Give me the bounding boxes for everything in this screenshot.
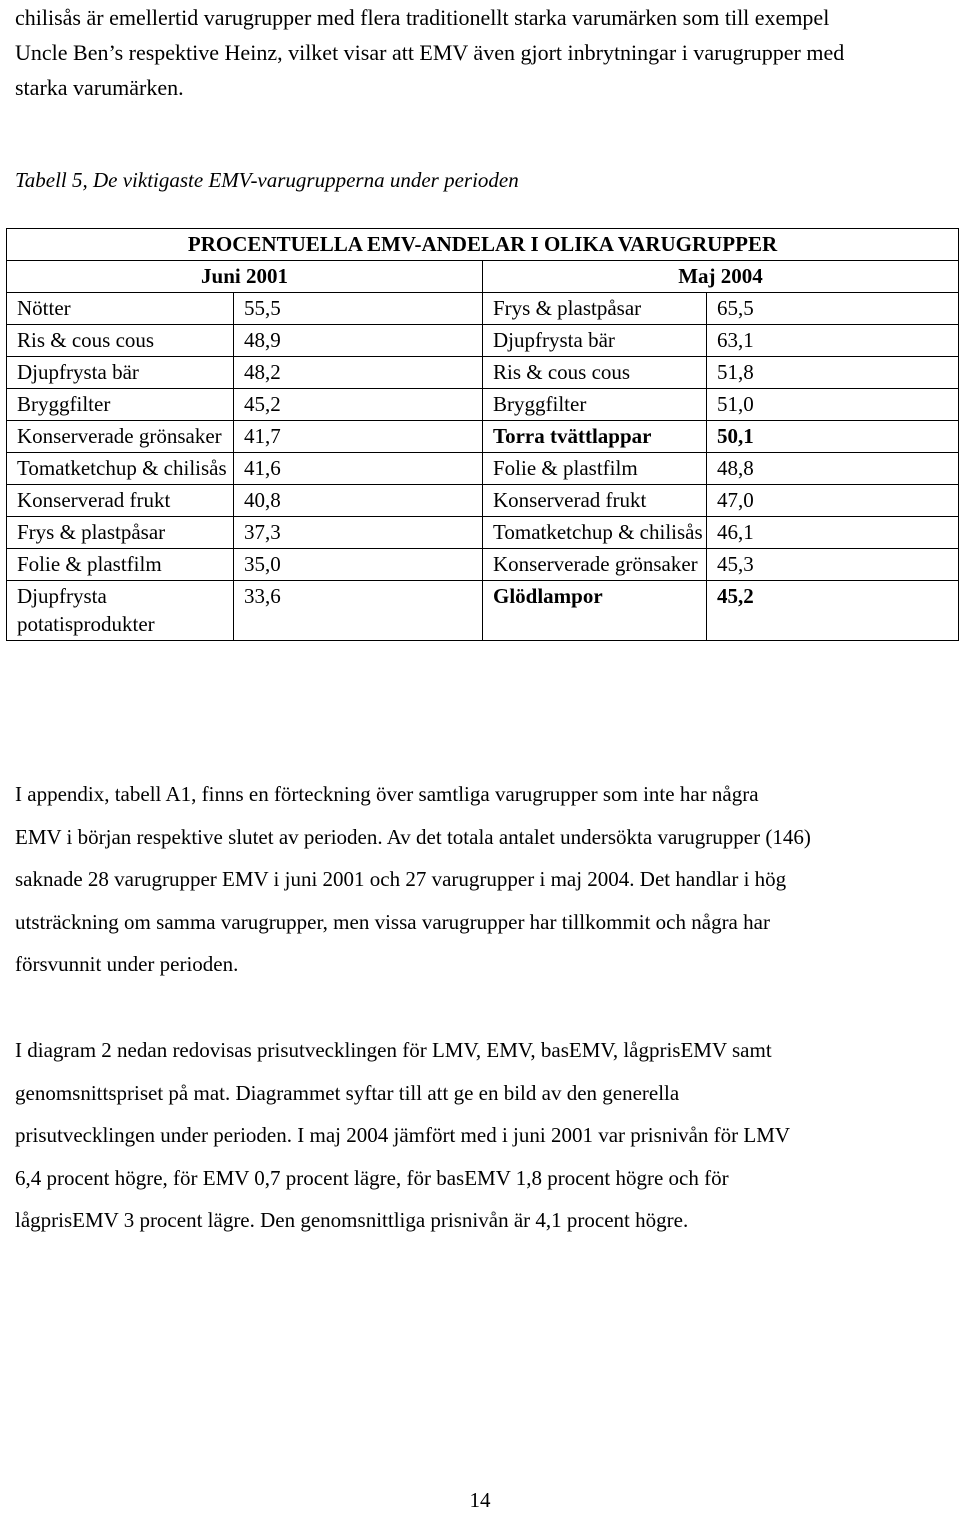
share-2004-cell: 47,0: [707, 485, 959, 517]
share-2001-cell: 48,9: [234, 325, 483, 357]
share-2001-cell: 41,7: [234, 421, 483, 453]
share-2004-cell: 63,1: [707, 325, 959, 357]
group-2004-cell: Torra tvättlappar: [483, 421, 707, 453]
group-2004-cell: Frys & plastpåsar: [483, 293, 707, 325]
period-header-maj-2004: Maj 2004: [483, 261, 959, 293]
group-2001-cell: Frys & plastpåsar: [7, 517, 234, 549]
page-number: 14: [469, 1488, 491, 1512]
share-2004-cell: 50,1: [707, 421, 959, 453]
table-caption: Tabell 5, De viktigaste EMV-varugrupperna under perioden: [15, 168, 519, 192]
group-2001-cell: Djupfrysta potatisprodukter: [7, 581, 234, 641]
share-2004-cell: 48,8: [707, 453, 959, 485]
share-2001-cell: 48,2: [234, 357, 483, 389]
share-2001-cell: 33,6: [234, 581, 483, 641]
paragraph-line: prisutvecklingen under perioden. I maj 2004 jämfört med i juni 2001 var prisnivån för LMV: [15, 1123, 791, 1148]
table-row: [7, 293, 959, 325]
paragraph-line: I appendix, tabell A1, finns en förteckning över samtliga varugrupper som inte har några: [15, 782, 759, 806]
table-period-row: [7, 261, 959, 293]
table-row: [7, 325, 959, 357]
intro-line: starka varumärken.: [15, 75, 184, 100]
share-2001-cell: 41,6: [234, 453, 483, 485]
group-2001-cell: Konserverad frukt: [7, 485, 234, 517]
emv-share-table: [6, 228, 959, 641]
group-2001-cell: Tomatketchup & chilisås: [7, 453, 234, 485]
intro-paragraph: [15, 0, 955, 105]
group-2004-cell: Djupfrysta bär: [483, 325, 707, 357]
table-row: [7, 517, 959, 549]
share-2004-cell: 46,1: [707, 517, 959, 549]
share-2004-cell: 45,2: [707, 581, 959, 641]
share-2004-cell: 45,3: [707, 549, 959, 581]
share-2004-cell: 65,5: [707, 293, 959, 325]
group-2004-cell: Tomatketchup & chilisås: [483, 517, 707, 549]
paragraph-line: utsträckning om samma varugrupper, men vissa varugrupper har tillkommit och några har: [15, 909, 770, 934]
table-row: [7, 549, 959, 581]
paragraph-line: I diagram 2 nedan redovisas prisutvecklingen för LMV, EMV, basEMV, lågprisEMV samt: [15, 1038, 772, 1062]
share-2001-cell: 55,5: [234, 293, 483, 325]
group-2001-cell: Ris & cous cous: [7, 325, 234, 357]
period-header-juni-2001: Juni 2001: [7, 261, 483, 293]
table-body: [7, 293, 959, 641]
table-title: PROCENTUELLA EMV-ANDELAR I OLIKA VARUGRUPPER: [7, 229, 959, 261]
table-title-row: [7, 229, 959, 261]
group-2001-cell: Konserverade grönsaker: [7, 421, 234, 453]
appendix-paragraph: [15, 773, 960, 986]
table-row: [7, 389, 959, 421]
diagram-intro-paragraph: [15, 1029, 960, 1242]
table-row: [7, 581, 959, 641]
group-2004-cell: Glödlampor: [483, 581, 707, 641]
paragraph-line: genomsnittspriset på mat. Diagrammet syftar till att ge en bild av den generella: [15, 1080, 680, 1105]
share-2001-cell: 35,0: [234, 549, 483, 581]
table-row: [7, 453, 959, 485]
share-2001-cell: 37,3: [234, 517, 483, 549]
paragraph-line: EMV i början respektive slutet av perioden. Av det totala antalet undersökta varugrupper (146): [15, 824, 811, 849]
group-2004-cell: Ris & cous cous: [483, 357, 707, 389]
paragraph-line: lågprisEMV 3 procent lägre. Den genomsnittliga prisnivån är 4,1 procent högre.: [15, 1208, 689, 1233]
group-2001-cell: Djupfrysta bär: [7, 357, 234, 389]
paragraph-line: försvunnit under perioden.: [15, 952, 239, 977]
table-row: [7, 421, 959, 453]
paragraph-line: 6,4 procent högre, för EMV 0,7 procent lägre, för basEMV 1,8 procent högre och för: [15, 1165, 729, 1190]
group-2001-cell: Nötter: [7, 293, 234, 325]
table-row: [7, 485, 959, 517]
group-2001-cell: Bryggfilter: [7, 389, 234, 421]
share-2004-cell: 51,8: [707, 357, 959, 389]
intro-line: chilisås är emellertid varugrupper med flera traditionellt starka varumärken som till exempel: [15, 5, 830, 30]
paragraph-line: saknade 28 varugrupper EMV i juni 2001 och 27 varugrupper i maj 2004. Det handlar i hög: [15, 867, 787, 892]
group-2004-cell: Konserverade grönsaker: [483, 549, 707, 581]
share-2001-cell: 45,2: [234, 389, 483, 421]
group-2004-cell: Bryggfilter: [483, 389, 707, 421]
group-2004-cell: Konserverad frukt: [483, 485, 707, 517]
group-2004-cell: Folie & plastfilm: [483, 453, 707, 485]
group-2001-cell: Folie & plastfilm: [7, 549, 234, 581]
share-2001-cell: 40,8: [234, 485, 483, 517]
intro-line: Uncle Ben’s respektive Heinz, vilket visar att EMV även gjort inbrytningar i varugrupper med: [15, 40, 845, 65]
table-row: [7, 357, 959, 389]
share-2004-cell: 51,0: [707, 389, 959, 421]
